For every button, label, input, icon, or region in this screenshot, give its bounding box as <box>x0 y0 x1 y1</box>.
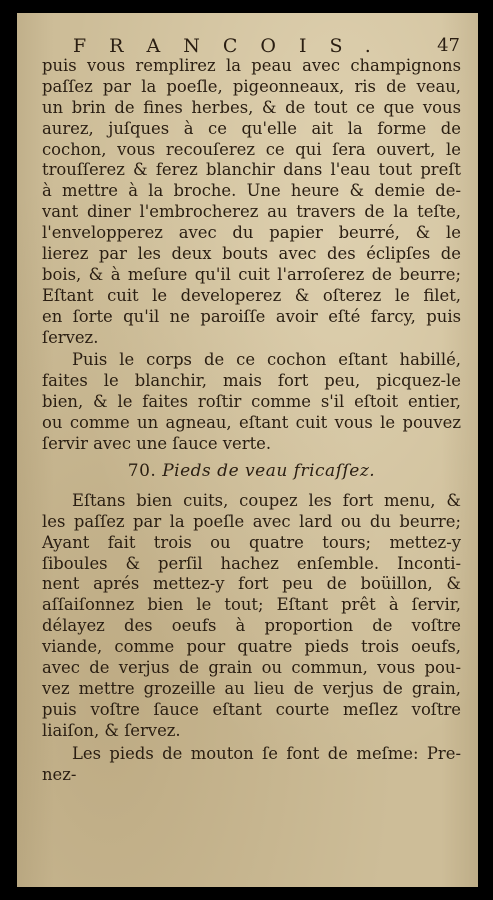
text-line: Ayant fait trois ou quatre tours; mettez-y <box>42 532 461 552</box>
text-line: vez mettre grozeille au lieu de verjus de grain, <box>42 678 461 698</box>
text-line: Eſtant cuit le developerez & oſterez le filet, <box>42 285 461 305</box>
recipe-title: Pieds de veau fricaſſez. <box>162 460 376 481</box>
text-line: liaiſon, & ſervez. <box>42 720 181 740</box>
text-line: ou comme un agneau, eſtant cuit vous le pouvez <box>42 413 461 433</box>
body-text <box>42 56 461 785</box>
paragraph-calf-feet <box>42 491 461 742</box>
text-line: aurez, juſques à ce qu'elle ait la forme de <box>42 118 461 138</box>
text-line: ſervir avec une ſauce verte. <box>42 434 272 454</box>
running-head: FRANCOIS. <box>73 35 394 57</box>
scan-frame <box>7 7 486 893</box>
text-line: avec de verjus de grain ou commun, vous pou- <box>42 658 461 678</box>
recipe-number: 70. <box>127 460 157 481</box>
text-line: ſervez. <box>42 327 99 347</box>
text-line: Puis le corps de ce cochon eſtant habillé, <box>72 350 461 370</box>
text-line: à mettre à la broche. Une heure & demie de- <box>42 181 461 201</box>
text-line: puis voſtre ſauce eſtant courte meſlez voſtre <box>42 699 461 719</box>
text-line: vant diner l'embrocherez au travers de la teſte, <box>42 202 461 222</box>
page-number: 47 <box>437 35 460 56</box>
text-line: l'envelopperez avec du papier beurré, & le <box>42 223 461 243</box>
paragraph-sheep-feet <box>42 744 461 786</box>
text-line: paſſez par la poeſle, pigeonneaux, ris de veau, <box>42 76 461 96</box>
text-line: ſiboules & perſil hachez enſemble. Inconti- <box>42 553 461 573</box>
text-line: trouſſerez & ferez blanchir dans l'eau tout preſt <box>42 160 461 180</box>
text-line: bien, & le faites roſtir comme s'il eſtoit entier, <box>42 392 461 412</box>
recipe-heading <box>42 459 461 483</box>
text-line: Eſtans bien cuits, coupez les fort menu, & <box>72 490 461 510</box>
text-line: les paſſez par la poeſle avec lard ou du beurre; <box>42 511 461 531</box>
text-line: nent aprés mettez-y fort peu de boüillon, & <box>42 574 461 594</box>
text-line: lierez par les deux bouts avec des éclipſes de <box>42 244 461 264</box>
text-line: puis vous remplirez la peau avec champignons <box>42 56 461 75</box>
text-line: en ſorte qu'il ne paroiſſe avoir eſté farcy, puis <box>42 306 461 326</box>
text-line: faites le blanchir, mais fort peu, picquez-le <box>42 371 461 391</box>
paragraph-body-of-pig <box>42 350 461 454</box>
text-line: aſſaiſonnez bien le tout; Eſtant prêt à ſervir, <box>42 595 461 615</box>
text-line: nez- <box>42 764 77 784</box>
text-line: bois, & à meſure qu'il cuit l'arroſerez de beurre; <box>42 264 461 284</box>
text-line: viande, comme pour quatre pieds trois oeufs, <box>42 637 461 657</box>
text-line: délayez des oeufs à proportion de voſtre <box>42 616 461 636</box>
text-line: cochon, vous recouſerez ce qui ſera ouvert, le <box>42 139 461 159</box>
book-page <box>17 13 478 887</box>
text-line: Les pieds de mouton ſe font de meſme: Pre- <box>72 743 461 763</box>
paragraph-stuffing-continued <box>42 56 461 348</box>
text-line: un brin de fines herbes, & de tout ce que vous <box>42 97 461 117</box>
